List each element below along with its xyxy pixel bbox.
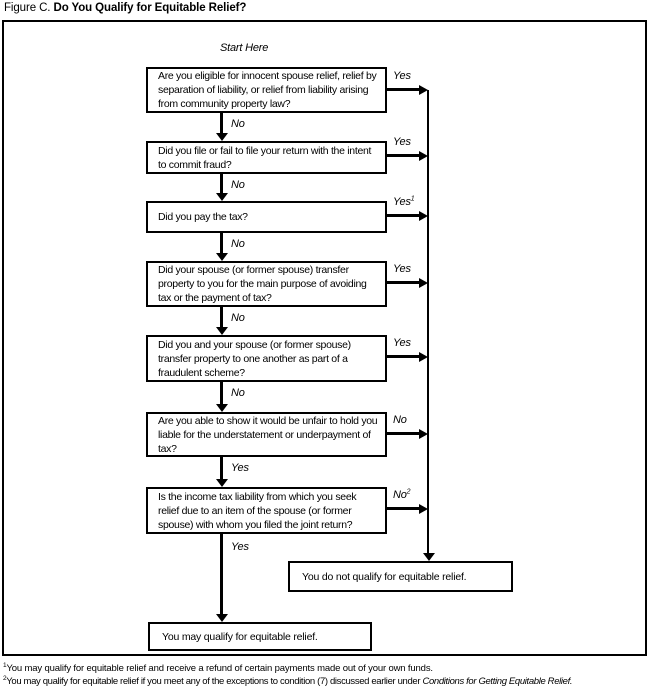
outcome-box-may-qualify (148, 622, 372, 651)
side-arrow-line (387, 281, 419, 284)
question-text: Are you eligible for innocent spouse relief, relief by separation of liability, or relief from liability arising from community property law? (158, 70, 377, 110)
branch-label-yes: Yes (231, 541, 249, 553)
footnote-1: $^1$You may qualify for equitable relief and receive a refund of certain payments made out of your own funds. (3, 661, 433, 674)
down-connector-line (220, 173, 223, 194)
down-arrowhead-icon (216, 133, 228, 141)
question-text: Did your spouse (or former spouse) transfer property to you for the main purpose of avoiding tax or the payment of tax? (158, 264, 367, 304)
question-box-4 (146, 261, 387, 307)
question-box-5 (146, 335, 387, 382)
down-arrowhead-icon (216, 404, 228, 412)
question-box-1 (146, 67, 387, 113)
branch-label-yes-footnote1: Yes$^1$ (393, 195, 415, 208)
down-connector-line (220, 457, 223, 480)
down-arrowhead-icon (216, 614, 228, 622)
figure-title-main: Do You Qualify for Equitable Relief? (53, 2, 247, 14)
outcome-text: You do not qualify for equitable relief. (302, 570, 467, 583)
outcome-box-not-qualify (288, 561, 513, 592)
down-connector-line (220, 232, 223, 254)
down-connector-line (220, 534, 223, 615)
question-text: Is the income tax liability from which you seek relief due to an item of the spouse (or former spouse) with whom you filed the joint return? (158, 490, 357, 531)
down-arrowhead-icon (216, 193, 228, 201)
down-arrowhead-icon (423, 553, 435, 561)
question-text: Did you pay the tax? (158, 211, 248, 223)
outcome-text: You may qualify for equitable relief. (162, 630, 318, 643)
side-arrow-line (387, 154, 419, 157)
collector-line (427, 90, 429, 554)
branch-label-no: No (231, 387, 245, 399)
down-arrowhead-icon (216, 327, 228, 335)
question-text: Did you file or fail to file your return with the intent to commit fraud? (158, 144, 372, 171)
down-arrowhead-icon (216, 479, 228, 487)
down-arrowhead-icon (216, 253, 228, 261)
branch-label-yes: Yes (231, 462, 249, 474)
branch-label-no: No (231, 312, 245, 324)
side-arrow-line (387, 355, 419, 358)
start-here-label: Start Here (220, 42, 269, 54)
branch-label-yes: Yes (393, 337, 411, 349)
question-text: Did you and your spouse (or former spouse) transfer property to one another as part of a fraudulent scheme? (158, 338, 351, 379)
side-arrow-line (387, 507, 419, 510)
branch-label-no: No (231, 118, 245, 130)
question-box-6 (146, 412, 387, 457)
branch-label-no: No (231, 238, 245, 250)
question-box-3 (146, 201, 387, 233)
side-arrow-line (387, 88, 419, 91)
figure-title-prefix: Figure C. (4, 2, 54, 14)
question-box-2 (146, 141, 387, 174)
down-connector-line (220, 307, 223, 328)
down-connector-line (220, 113, 223, 134)
down-connector-line (220, 381, 223, 405)
figure-title (4, 2, 246, 14)
footnote-2: $^2$You may qualify for equitable relief if you meet any of the exceptions to condition (7) discussed earlier under Conditions for Getting Equitable Relief. (3, 674, 573, 687)
side-arrow-line (387, 214, 419, 217)
question-text: Are you able to show it would be unfair to hold you liable for the understatement or underpayment of tax? (158, 414, 378, 455)
branch-label-yes: Yes (393, 263, 411, 275)
branch-label-no: No (393, 414, 407, 426)
branch-label-yes: Yes (393, 70, 411, 82)
branch-label-no-footnote2: No$^2$ (393, 488, 411, 501)
branch-label-yes: Yes (393, 136, 411, 148)
branch-label-no: No (231, 179, 245, 191)
side-arrow-line (387, 432, 419, 435)
question-box-7 (146, 487, 387, 534)
